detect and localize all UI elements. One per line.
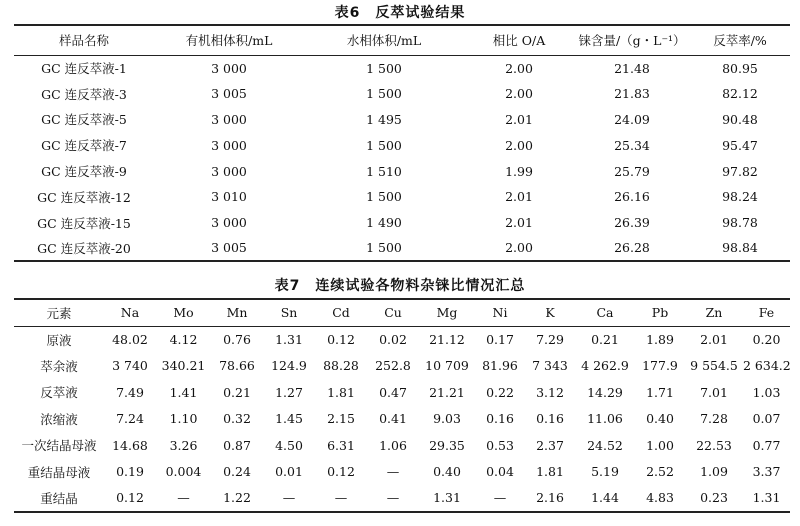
table7-cell: 0.004 [165, 464, 202, 480]
table6-cell: 2.00 [505, 240, 533, 256]
table7-cell: 24.52 [587, 437, 623, 453]
table6-cell: 3 000 [211, 137, 247, 153]
table7-cell: 1.89 [646, 332, 674, 347]
table7-cell: 0.22 [486, 384, 514, 400]
table7-row [14, 432, 790, 459]
table7-cell: 0.21 [591, 332, 619, 347]
table7-cell: 1.81 [327, 384, 355, 400]
table7-row [14, 379, 790, 406]
table7-header-cell: Pb [635, 299, 685, 326]
table7-cell: 177.9 [642, 358, 678, 374]
table7-header-cell: Sn [263, 299, 315, 326]
table7-cell: 0.01 [275, 464, 303, 480]
table7-cell: 4 262.9 [581, 358, 629, 374]
table7-cell: 3.26 [169, 437, 198, 453]
table7-cell: 2.52 [646, 464, 674, 480]
table7-cell: 22.53 [696, 437, 732, 453]
table7-cell: 1.10 [169, 411, 198, 427]
table7-cell: 21.21 [429, 384, 465, 400]
table6-row [14, 81, 790, 107]
table7-cell: 3.37 [752, 464, 781, 480]
table7-cell: 88.28 [323, 358, 359, 374]
table7-cell: 1.31 [752, 490, 781, 506]
table6-cell: 1 490 [366, 215, 402, 231]
table7-cell: 0.32 [223, 411, 251, 427]
table7-cell: 81.96 [482, 358, 518, 374]
table7-cell: 萃余液 [40, 358, 78, 374]
table7-cell: 0.77 [752, 437, 781, 453]
table6-cell: 26.28 [614, 240, 650, 256]
table7-cell: 3.12 [536, 384, 564, 400]
table7-row [14, 353, 790, 380]
table6-cell: 3 000 [211, 163, 247, 179]
table6-cell: 3 000 [211, 111, 247, 127]
table6-row [14, 158, 790, 184]
table6-cell: 21.83 [614, 86, 650, 102]
table7-cell: 浓缩液 [40, 411, 78, 427]
table6-row [14, 184, 790, 210]
table7-cell: 3 740 [112, 358, 148, 374]
table7-header-row [14, 299, 790, 326]
table7-cell: 0.76 [223, 332, 251, 347]
table6-cell: 97.82 [722, 163, 758, 179]
table7-cell: 14.29 [587, 384, 623, 400]
table6-header-cell: 样品名称 [14, 25, 154, 55]
table6-cell: GC 连反萃液-15 [37, 215, 131, 231]
table7-cell: 2 634.2 [743, 358, 791, 374]
table6-cell: 98.78 [722, 215, 758, 231]
table7-row [14, 326, 790, 353]
table6-cell: 3 000 [211, 215, 247, 231]
table7-cell: — [334, 490, 348, 506]
table6-cell: 3 005 [211, 86, 247, 102]
table7-cell: 1.06 [379, 437, 407, 453]
table6-cell: 25.34 [614, 137, 650, 153]
table6-row [14, 210, 790, 236]
table7-cell: 重结晶母液 [27, 464, 91, 480]
table7-cell: 0.12 [116, 490, 144, 506]
table6-cell: 1 500 [366, 189, 402, 205]
table7-cell: 0.47 [379, 384, 407, 400]
table7-cell: 2.37 [536, 437, 564, 453]
table6-cell: 21.48 [614, 60, 650, 76]
table7-header-cell: K [525, 299, 575, 326]
table7-cell: 9 554.5 [690, 358, 738, 374]
table7-cell: 21.12 [429, 332, 465, 347]
table7-cell: 7.29 [536, 332, 564, 347]
table7-cell: 0.40 [433, 464, 461, 480]
table7-header-cell: 元素 [14, 299, 104, 326]
table6-cell: 95.47 [722, 137, 758, 153]
table7-cell: 0.40 [646, 411, 674, 427]
table7-cell: 48.02 [112, 332, 148, 347]
table6-caption: 表6 反萃试验结果 [334, 5, 466, 21]
table7-cell: 1.31 [433, 490, 461, 506]
table7-cell: 124.9 [271, 358, 307, 374]
table7-cell: 78.66 [219, 358, 255, 374]
table7-cell: 反萃液 [40, 385, 78, 401]
table7-cell: 7.24 [116, 411, 144, 427]
table6-cell: 3 010 [211, 189, 247, 205]
table6-cell: 1.99 [505, 163, 533, 179]
table7-cell: 340.21 [161, 358, 206, 374]
table7-cell: 0.12 [327, 464, 355, 480]
table7-cell: — [493, 490, 507, 506]
table7-header-cell: Mn [211, 299, 263, 326]
table7-cell: 原液 [46, 332, 72, 348]
table6-cell: GC 连反萃液-12 [37, 189, 131, 205]
table7-cell: 0.07 [752, 411, 781, 427]
table7-cell: 0.53 [486, 437, 514, 453]
table7-row [14, 459, 790, 486]
table6-cell: 2.01 [505, 111, 533, 127]
table7-cell: 1.45 [275, 411, 303, 427]
table7-cell: 0.02 [379, 332, 407, 347]
table6-row [14, 107, 790, 133]
table7-cell: 0.23 [700, 490, 728, 506]
table7-cell: 7 343 [532, 358, 568, 374]
table7-cell: 1.81 [536, 464, 564, 480]
table6-header-cell: 有机相体积/mL [154, 25, 304, 55]
table6-cell: 2.00 [505, 137, 533, 153]
table7-cell: 0.16 [536, 411, 564, 427]
table7-header-cell: Ca [575, 299, 635, 326]
table7-cell: 0.87 [223, 437, 251, 453]
table7-header-cell: Fe [743, 299, 790, 326]
table7-cell: 2.16 [536, 490, 564, 506]
table7-cell: 1.41 [169, 384, 198, 400]
table6-cell: 2.00 [505, 86, 533, 102]
table6-cell: GC 连反萃液-1 [41, 61, 127, 77]
table7-cell: 0.12 [327, 332, 355, 347]
table7-cell: 1.44 [591, 490, 619, 506]
table7-cell: 4.12 [169, 332, 198, 347]
table6-cell: 2.00 [505, 60, 533, 76]
table6-header-row [14, 25, 790, 55]
table7-cell: 4.83 [646, 490, 674, 506]
table6-cell: 1 500 [366, 60, 402, 76]
table6-cell: 1 500 [366, 86, 402, 102]
table7-row [14, 485, 790, 512]
table6-header-cell: 水相体积/mL [304, 25, 464, 55]
table6-cell: GC 连反萃液-20 [37, 240, 131, 256]
table7-cell: 1.22 [223, 490, 251, 506]
table6-cell: 1 510 [366, 163, 402, 179]
table7-cell: 5.19 [591, 464, 619, 480]
table6-cell: 2.01 [505, 215, 533, 231]
table7-cell: 7.01 [700, 384, 728, 400]
table7-cell: 10 709 [425, 358, 469, 374]
table6-row [14, 55, 790, 81]
table7-cell: 4.50 [275, 437, 303, 453]
table7-cell: 一次结晶母液 [21, 438, 97, 454]
table7 [14, 298, 790, 513]
table7-cell: 1.31 [275, 332, 303, 347]
table7-cell: 0.41 [379, 411, 407, 427]
table7-cell: 7.28 [700, 411, 728, 427]
table7-cell: 1.71 [646, 384, 674, 400]
table7-cell: 0.21 [223, 384, 251, 400]
table6-cell: 1 500 [366, 137, 402, 153]
table7-cell: 1.27 [275, 384, 303, 400]
table7-cell: — [386, 464, 400, 480]
table7-cell: — [282, 490, 296, 506]
table7-cell: 1.09 [700, 464, 728, 480]
table7-cell: 14.68 [112, 437, 148, 453]
table6-row [14, 132, 790, 158]
table7-cell: 11.06 [587, 411, 623, 427]
table6-cell: 1 495 [366, 111, 402, 127]
table6-header-cell: 相比 O/A [464, 25, 574, 55]
table7-cell: 2.15 [327, 411, 355, 427]
table7-header-cell: Na [104, 299, 156, 326]
table7-cell: 6.31 [327, 437, 355, 453]
table6-cell: 82.12 [722, 86, 758, 102]
table7-cell: 0.04 [486, 464, 514, 480]
table7-cell: 重结晶 [40, 490, 78, 506]
table6-cell: 3 005 [211, 240, 247, 256]
table7-header-cell: Zn [685, 299, 743, 326]
table7-cell: 7.49 [116, 384, 144, 400]
table7-cell: — [177, 490, 190, 506]
table7-header-cell: Cd [315, 299, 367, 326]
table6-cell: 26.39 [614, 215, 650, 231]
table7-cell: 1.00 [646, 437, 674, 453]
table6-cell: 26.16 [614, 189, 650, 205]
table6-cell: 90.48 [722, 111, 758, 127]
table6-cell: 3 000 [211, 60, 247, 76]
table7-cell: 9.03 [433, 411, 461, 427]
table7-cell: 0.19 [116, 464, 144, 480]
table7-cell: 2.01 [700, 332, 728, 347]
table7-header-cell: Mo [156, 299, 211, 326]
table6-cell: GC 连反萃液-7 [41, 138, 127, 154]
table7-cell: 0.20 [752, 332, 781, 347]
table6-cell: 80.95 [722, 60, 758, 76]
table7-header-cell: Ni [475, 299, 525, 326]
table7-header-cell: Cu [367, 299, 419, 326]
table6-cell: 98.24 [722, 189, 758, 205]
table6-cell: 2.01 [505, 189, 533, 205]
table6-cell: 98.84 [722, 240, 758, 256]
table6-cell: 25.79 [614, 163, 650, 179]
table6-cell: GC 连反萃液-3 [41, 86, 127, 102]
table6-cell: GC 连反萃液-9 [41, 164, 127, 180]
table6-cell: GC 连反萃液-5 [41, 112, 127, 128]
table6-header-cell: 反萃率/% [690, 25, 790, 55]
table7-cell: 252.8 [375, 358, 411, 374]
table7-cell: — [386, 490, 400, 506]
table6-cell: 24.09 [614, 111, 650, 127]
table6-row [14, 236, 790, 262]
table7-cell: 29.35 [429, 437, 465, 453]
table6-header-cell: 铼含量/（g・L⁻¹） [574, 25, 690, 55]
table7-cell: 0.16 [486, 411, 514, 427]
table7-cell: 1.03 [752, 384, 781, 400]
table6 [14, 24, 790, 262]
table7-caption: 表7 连续试验各物料杂铼比情况汇总 [274, 278, 526, 294]
table7-row [14, 406, 790, 433]
table7-cell: 0.24 [223, 464, 251, 480]
table7-header-cell: Mg [419, 299, 475, 326]
table6-cell: 1 500 [366, 240, 402, 256]
table7-cell: 0.17 [486, 332, 514, 347]
